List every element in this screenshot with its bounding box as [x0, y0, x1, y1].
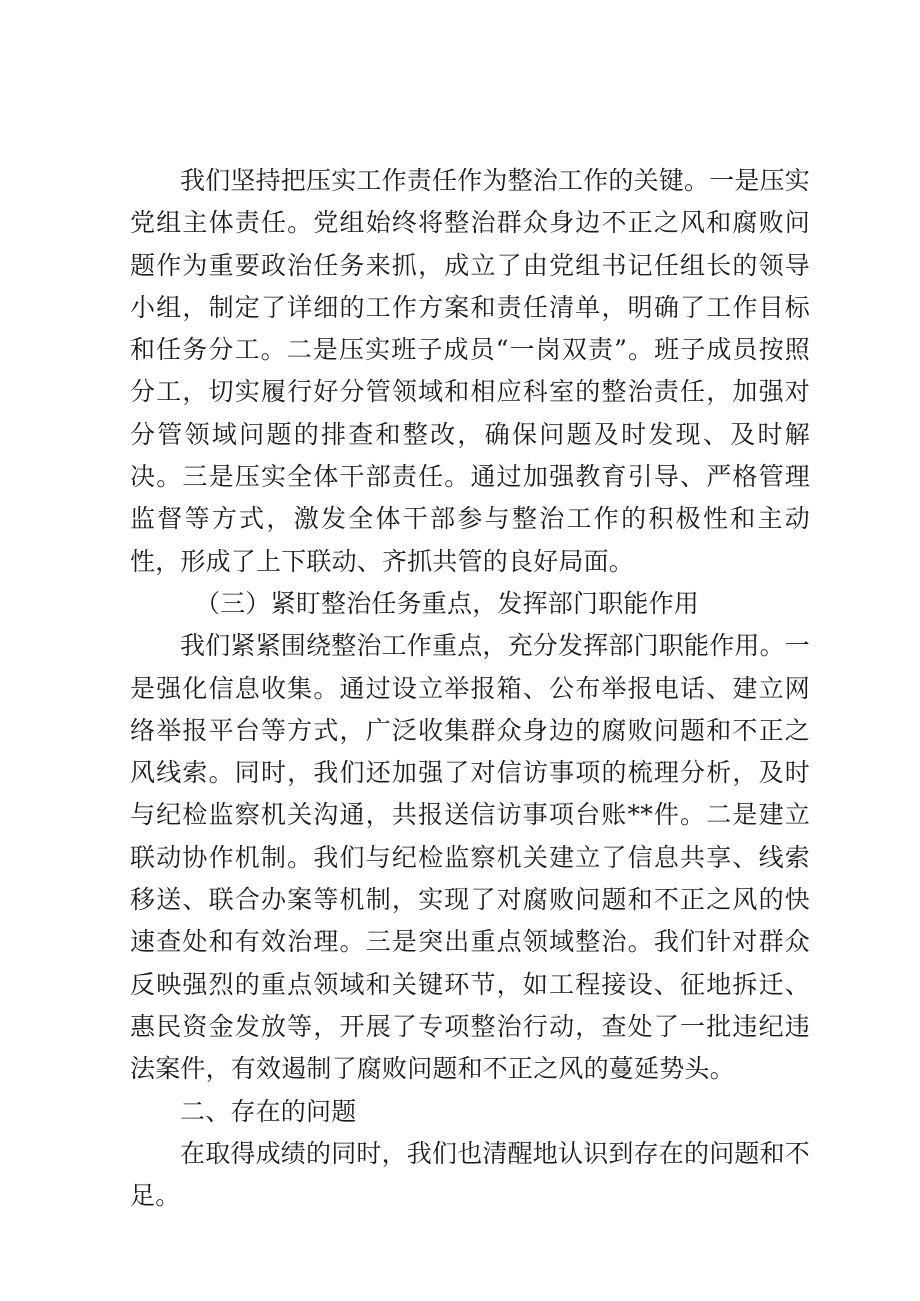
document-body	[130, 160, 810, 1217]
section-heading-problems: 二、存在的问题	[180, 1096, 357, 1126]
paragraph-problems-intro: 在取得成绩的同时，我们也清醒地认识到存在的问题和不足。	[130, 1138, 811, 1211]
paragraph-responsibility: 我们坚持把压实工作责任作为整治工作的关键。一是压实党组主体责任。党组始终将整治群众身边不正之风和腐败问题作为重要政治任务来抓，成立了由党组书记任组长的领导小组，制定了详细的工作方案和责任清单，明确了工作目标和任务分工。二是压实班子成员“一岗双责”。班子成员按照分工，切实履行好分管领域和相应科室的整治责任，加强对分管领域问题的排查和整改，确保问题及时发现、及时解决。三是压实全体干部责任。通过加强教育引导、严格管理监督等方式，激发全体干部参与整治工作的积极性和主动性，形成了上下联动、齐抓共管的良好局面。	[130, 166, 811, 576]
paragraph-functions: 我们紧紧围绕整治工作重点，充分发挥部门职能作用。一是强化信息收集。通过设立举报箱、公布举报电话、建立网络举报平台等方式，广泛收集群众身边的腐败问题和不正之风线索。同时，我们还加强了对信访事项的梳理分析，及时与纪检监察机关沟通，共报送信访事项台账**件。二是建立联动协作机制。我们与纪检监察机关建立了信息共享、线索移送、联合办案等机制，实现了对腐败问题和不正之风的快速查处和有效治理。三是突出重点领域整治。我们针对群众反映强烈的重点领域和关键环节，如工程接设、征地拆迁、惠民资金发放等，开展了专项整治行动，查处了一批违纪违法案件，有效遏制了腐败问题和不正之风的蔓延势头。	[130, 631, 811, 1084]
section-heading-3: （三）紧盯整治任务重点，发挥部门职能作用	[195, 588, 700, 618]
